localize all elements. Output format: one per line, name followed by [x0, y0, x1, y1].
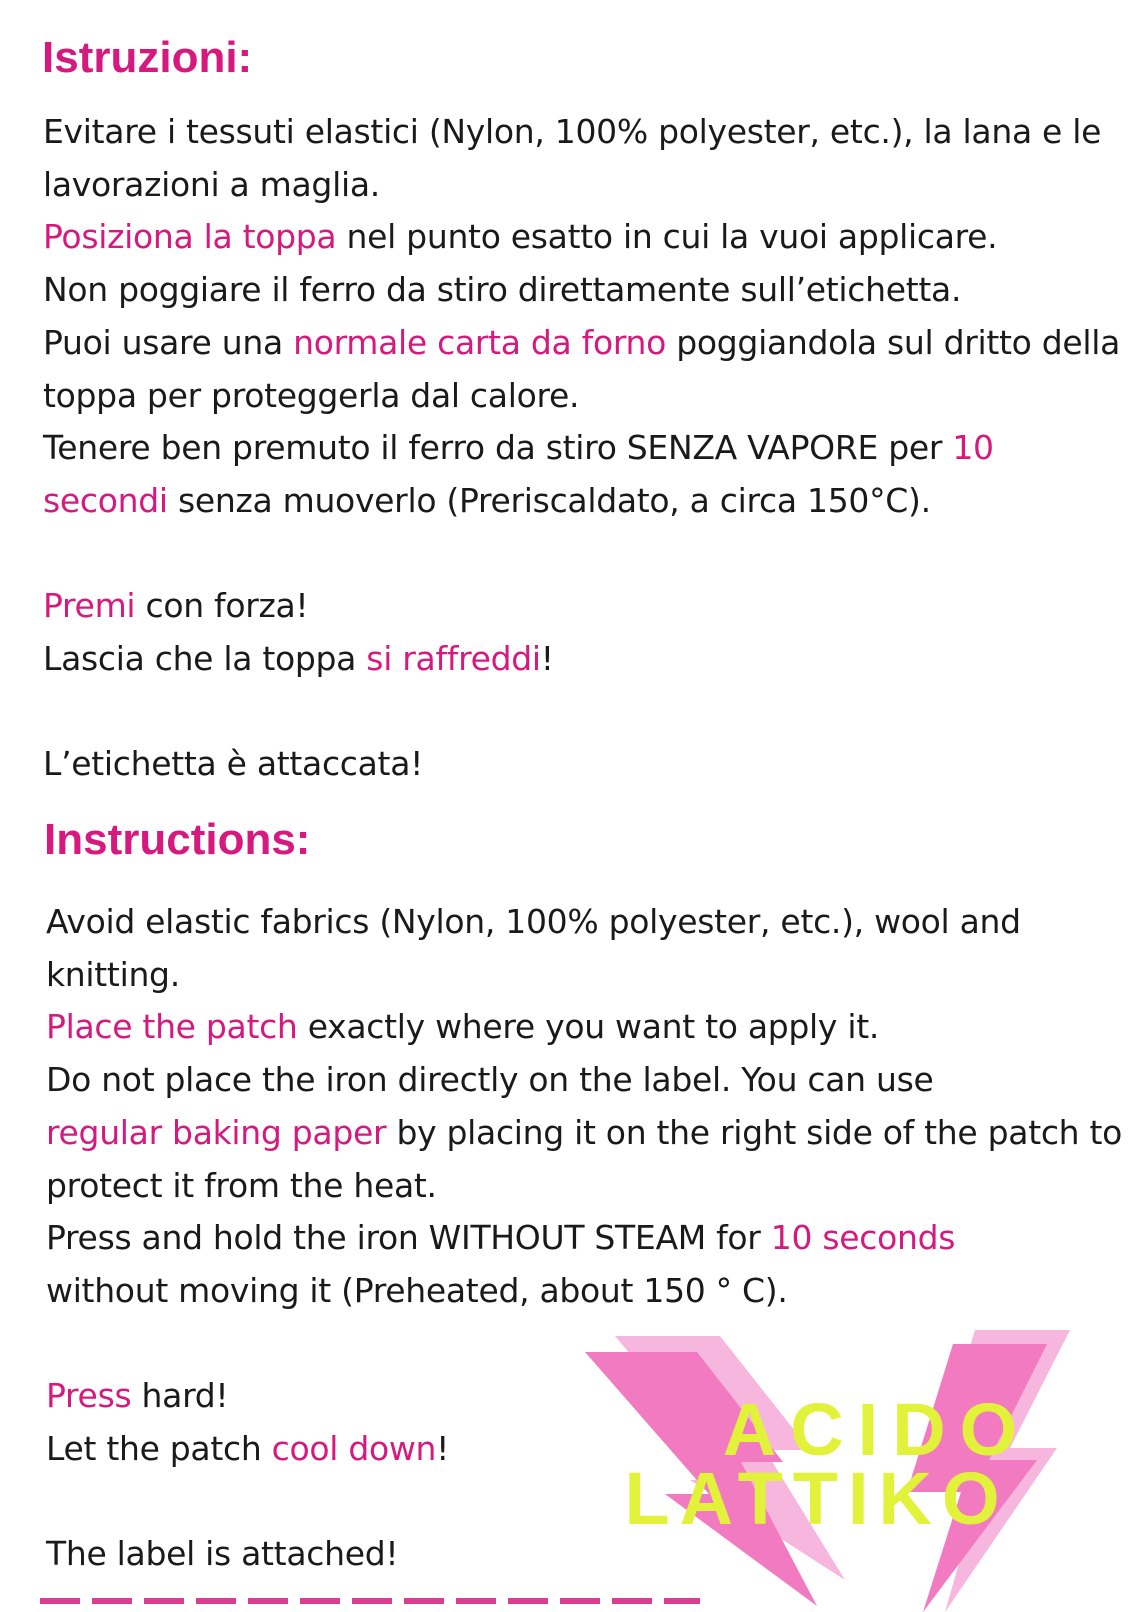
it-iron-warning: Non poggiare il ferro da stiro direttamente sull’etichetta.	[43, 270, 962, 310]
it-press-text-a: Tenere ben premuto il ferro da stiro SENZA VAPORE per	[43, 428, 953, 468]
en-cool-text-b: !	[436, 1429, 450, 1469]
it-paper-text-b: poggiandola sul dritto della toppa per proteggerla dal calore.	[43, 322, 1121, 415]
italian-instructions	[43, 106, 1123, 791]
en-attached: The label is attached!	[46, 1534, 399, 1574]
en-press-text-a: Press and hold the iron WITHOUT STEAM for	[46, 1218, 771, 1258]
en-press-text-b: without moving it (Preheated, about 150 ° C).	[46, 1270, 788, 1310]
en-highlight-paper: regular baking paper	[46, 1112, 387, 1152]
en-highlight-cool: cool down	[271, 1429, 437, 1469]
it-fabric-warning: Evitare i tessuti elastici (Nylon, 100% polyester, etc.), la lana e le lavorazioni a maglia.	[43, 112, 1102, 204]
it-position-text: nel punto esatto in cui la vuoi applicare.	[336, 217, 998, 257]
dashed-cut-line	[40, 1598, 700, 1604]
logo-line-acido: ACIDO	[722, 1388, 1032, 1471]
it-highlight-cool: si raffreddi	[366, 639, 541, 679]
it-press-force: con forza!	[135, 586, 309, 626]
en-highlight-press: Press	[46, 1376, 132, 1416]
it-highlight-press: Premi	[43, 586, 136, 626]
acido-lattiko-logo	[585, 1330, 1080, 1612]
it-cool-text-a: Lascia che la toppa	[43, 639, 367, 679]
it-paper-text-a: Puoi usare una	[43, 322, 294, 362]
en-cool-text-a: Let the patch	[46, 1429, 272, 1469]
logo-line-lattiko: LATTIKO	[624, 1457, 1010, 1540]
en-paper-text: by placing it on the right side of the patch to protect it from the heat.	[46, 1112, 1123, 1205]
it-cool-text-b: !	[540, 639, 554, 679]
it-highlight-position: Posiziona la toppa	[43, 217, 337, 257]
title-istruzioni: Istruzioni:	[42, 33, 253, 82]
en-fabric-warning: Avoid elastic fabrics (Nylon, 100% polyester, etc.), wool and knitting.	[46, 902, 1021, 994]
en-press-hard: hard!	[131, 1376, 229, 1416]
it-highlight-paper: normale carta da forno	[293, 322, 667, 362]
en-highlight-seconds: 10 seconds	[770, 1218, 956, 1258]
en-place-text: exactly where you want to apply it.	[297, 1007, 880, 1047]
en-iron-warning: Do not place the iron directly on the label. You can use	[46, 1060, 934, 1100]
it-highlight-seconds: 10 secondi	[43, 428, 994, 520]
title-instructions: Instructions:	[44, 815, 311, 864]
it-press-text-b: senza muoverlo (Preriscaldato, a circa 150°C).	[167, 480, 931, 520]
en-highlight-place: Place the patch	[46, 1007, 298, 1047]
it-attached: L’etichetta è attaccata!	[43, 744, 424, 784]
